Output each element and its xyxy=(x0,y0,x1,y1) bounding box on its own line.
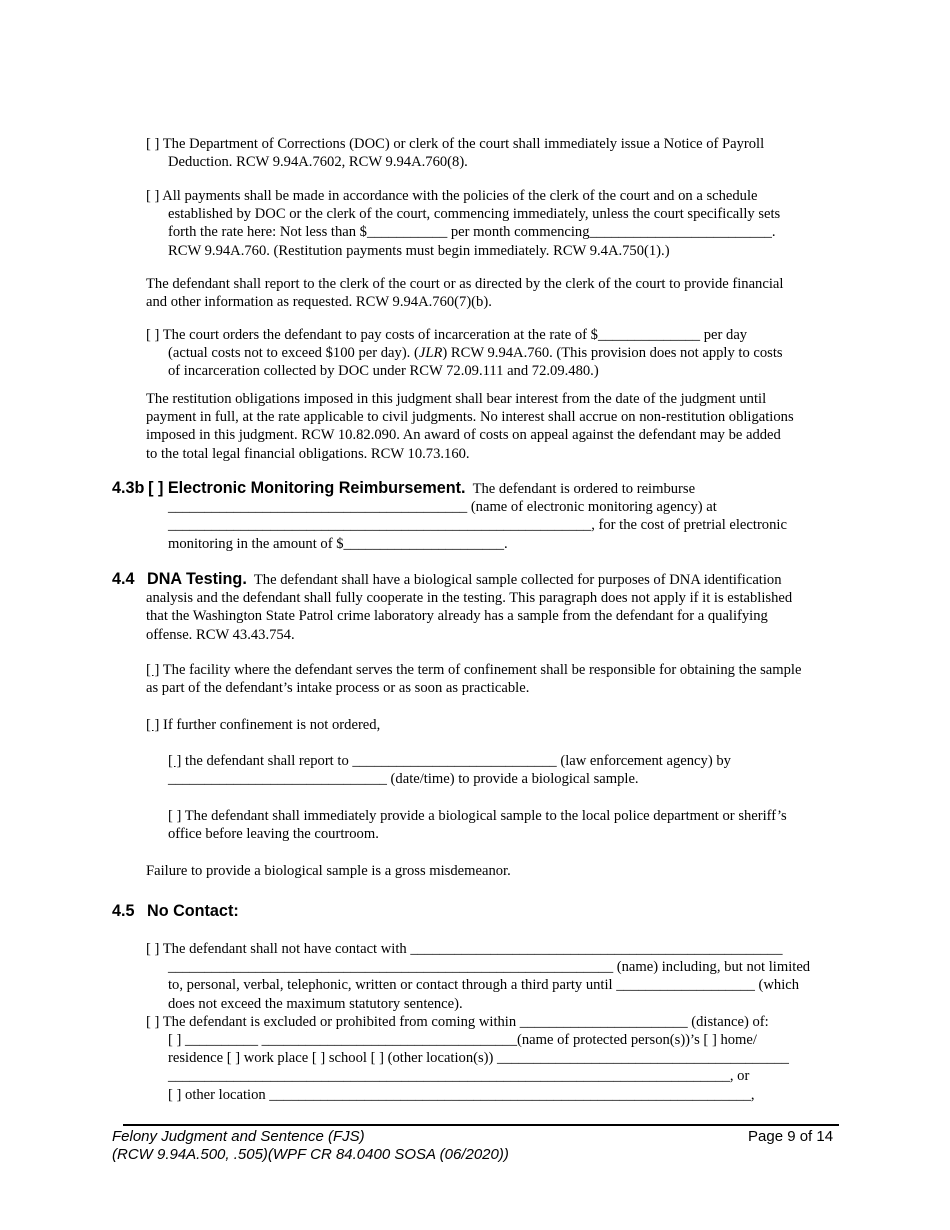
text-line: payment in full, at the rate applicable to civil judgments. No interest shall accrue on non-restitution obligations xyxy=(146,409,794,426)
text-line: [ ] The defendant is excluded or prohibited from coming within _______________________ (distance) of: xyxy=(146,1013,769,1030)
text-line: office before leaving the courtroom. xyxy=(168,826,379,843)
text-line: residence [ ] work place [ ] school [ ] (other location(s)) ________________________________________ xyxy=(168,1050,789,1067)
report-to-clerk-paragraph xyxy=(146,275,783,311)
text-line: and other information as requested. RCW 9.94A.760(7)(b). xyxy=(146,294,492,311)
section-4-5-heading xyxy=(112,902,239,921)
text-line: monitoring in the amount of $______________________. xyxy=(168,535,508,552)
text-line: that the Washington State Patrol crime laboratory already has a sample from the defendant for a qualifying xyxy=(146,608,768,625)
section-4-4 xyxy=(112,570,792,644)
facility-sample-paragraph xyxy=(146,661,801,697)
text-line: imposed in this judgment. RCW 10.82.090. An award of costs on appeal against the defendant may be added xyxy=(146,427,781,444)
text-line: as part of the defendant’s intake process or as soon as practicable. xyxy=(146,680,530,697)
incarceration-costs-paragraph xyxy=(146,326,783,381)
text-line: to, personal, verbal, telephonic, written or contact through a third party until ___________________ (which xyxy=(168,977,800,994)
checkbox[interactable]: [ ] xyxy=(146,662,160,678)
text-line: (actual costs not to exceed $100 per day). (JLR) RCW 9.94A.760. (This provision does not apply to costs xyxy=(168,345,783,362)
further-confinement-paragraph xyxy=(146,716,380,734)
text-line: The facility where the defendant serves the term of confinement shall be responsible for obtaining the sample xyxy=(159,662,802,678)
text-line: to the total legal financial obligations. RCW 10.73.160. xyxy=(146,445,470,462)
report-agency-paragraph xyxy=(168,752,731,788)
text-line: The defendant is ordered to reimburse xyxy=(472,481,696,497)
text-line: _____________________________________________________________ (name) including, but not limited xyxy=(168,959,811,976)
payroll-deduction-paragraph xyxy=(146,135,764,171)
text-line: the defendant shall report to ____________________________ (law enforcement agency) by xyxy=(181,753,731,769)
checkbox[interactable]: [ ] xyxy=(168,753,182,769)
text-line: does not exceed the maximum statutory sentence). xyxy=(168,995,463,1012)
text-line: The defendant shall report to the clerk of the court or as directed by the clerk of the court to provide financial xyxy=(146,276,784,292)
text-line: _____________________________________________________________________________, or xyxy=(168,1068,750,1085)
text-line: _________________________________________ (name of electronic monitoring agency) at xyxy=(168,499,717,516)
footer-form-title: Felony Judgment and Sentence (FJS) xyxy=(112,1128,365,1145)
text-line: If further confinement is not ordered, xyxy=(159,717,381,733)
text-line: offense. RCW 43.43.754. xyxy=(146,626,295,643)
text-line: [ ] The Department of Corrections (DOC) or clerk of the court shall immediately issue a Notice of Payroll xyxy=(146,136,765,152)
text-line: [ ] __________ ___________________________________(name of protected person(s))’s [ ] home/ xyxy=(168,1032,757,1049)
text-line: established by DOC or the clerk of the court, commencing immediately, unless the court specifically sets xyxy=(168,206,781,223)
text-line: The defendant shall have a biological sample collected for purposes of DNA identification xyxy=(253,572,782,588)
text-line: Deduction. RCW 9.94A.7602, RCW 9.94A.760(8). xyxy=(168,154,468,171)
text-line: [ ] The defendant shall immediately provide a biological sample to the local police department or sheriff’s xyxy=(168,808,787,824)
footer-citation: (RCW 9.94A.500, .505)(WPF CR 84.0400 SOSA (06/2020)) xyxy=(112,1146,509,1163)
footer-divider xyxy=(123,1124,839,1126)
section-number: 4.3b xyxy=(112,479,145,497)
text-line: RCW 9.94A.760. (Restitution payments must begin immediately. RCW 9.4A.750(1).) xyxy=(168,242,670,259)
text-line: The restitution obligations imposed in this judgment shall bear interest from the date of the judgment until xyxy=(146,391,767,407)
section-heading: No Contact: xyxy=(147,902,239,920)
text-line: ______________________________ (date/time) to provide a biological sample. xyxy=(168,771,639,788)
checkbox[interactable]: [ ] xyxy=(146,717,160,733)
text-line: Failure to provide a biological sample is a gross misdemeanor. xyxy=(146,863,511,879)
restitution-interest-paragraph xyxy=(146,390,794,463)
section-number: 4.4 xyxy=(112,570,135,588)
text-line: forth the rate here: Not less than $___________ per month commencing_________________________. xyxy=(168,224,776,241)
page-number: Page 9 of 14 xyxy=(748,1128,834,1145)
text-line: [ ] other location __________________________________________________________________, xyxy=(168,1086,755,1103)
no-contact-paragraph xyxy=(146,940,810,1104)
text-line: [ ] All payments shall be made in accordance with the policies of the clerk of the court and on a schedule xyxy=(146,188,758,204)
payment-schedule-paragraph xyxy=(146,187,780,260)
failure-notice xyxy=(146,862,511,880)
section-4-3b xyxy=(112,479,787,553)
text-line: of incarceration collected by DOC under RCW 72.09.111 and 72.09.480.) xyxy=(168,363,599,380)
text-line: analysis and the defendant shall fully cooperate in the testing. This paragraph does not apply if it is established xyxy=(146,590,793,607)
text-line: __________________________________________________________, for the cost of pretrial electronic xyxy=(168,517,787,534)
text-line: [ ] The court orders the defendant to pay costs of incarceration at the rate of $______________ per day xyxy=(146,327,748,343)
section-heading: DNA Testing. xyxy=(147,570,247,588)
section-number: 4.5 xyxy=(112,902,135,920)
jlr-abbrev: JLR xyxy=(418,345,443,362)
text-line: [ ] The defendant shall not have contact with ___________________________________________________ xyxy=(146,941,783,957)
section-heading: [ ] Electronic Monitoring Reimbursement. xyxy=(148,479,466,497)
immediate-sample-paragraph xyxy=(168,807,787,843)
